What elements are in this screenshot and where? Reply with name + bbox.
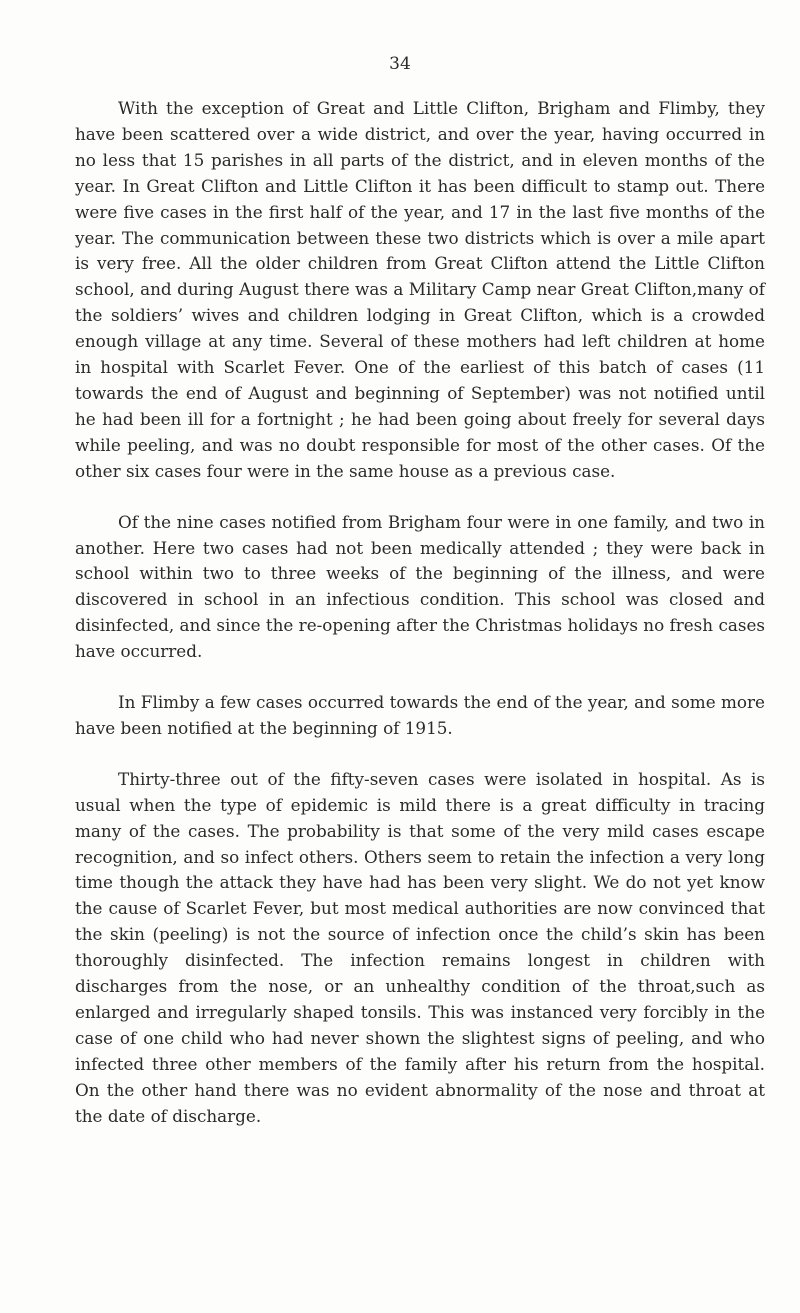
- page-number: 34: [389, 54, 411, 74]
- paragraph-brigham: Of the nine cases notified from Brigham four were in one family, and two in another. Here two cases had not been medically attended ; they were back in school within two to three weeks of the beginning of the illness, and were discovered in school in an infectious condition. This school was closed and disinfected, and since the re-opening after the Christmas holidays no fresh cases have occurred.: [75, 511, 765, 662]
- paragraph-flimby: In Flimby a few cases occurred towards the end of the year, and some more have been notified at the beginning of 1915.: [75, 692, 765, 738]
- paragraph-clifton: With the exception of Great and Little Clifton, Brigham and Flimby, they have been scattered over a wide district, and over the year, having occurred in no less that 15 parishes in all parts of the district, and in eleven months of the year. In Great Clifton and Little Clifton it has been difficult to stamp out. There were five cases in the first half of the year, and 17 in the last five months of the year. The communication between these two districts which is over a mile apart is very free. All the older children from Great Clifton attend the Little Clifton school, and during August there was a Military Camp near Great Clifton,many of the soldiers’ wives and children lodging in Great Clifton, which is a crowded enough village at any time. Several of these mothers had left children at home in hospital with Scarlet Fever. One of the earliest of this batch of cases (11 towards the end of August and beginning of September) was not notified until he had been ill for a fortnight ; he had been going about freely for several days while peeling, and was no doubt responsible for most of the other cases. Of the other six cases four were in the same house as a previous case.: [75, 98, 765, 481]
- paragraph-isolation: Thirty-three out of the fifty-seven cases were isolated in hospital. As is usual when the type of epidemic is mild there is a great difficulty in tracing many of the cases. The probability is that some of the very mild cases escape recognition, and so infect others. Others seem to retain the infection a very long time though the attack they have had has been very slight. We do not yet know the cause of Scarlet Fever, but most medical authorities are now convinced that the skin (peeling) is not the source of infection once the child’s skin has been thoroughly disinfected. The infection remains longest in children with discharges from the nose, or an unhealthy condition of the throat,such as enlarged and irregularly shaped tonsils. This was instanced very forcibly in the case of one child who had never shown the slightest signs of peeling, and who infected three other members of the family after his return from the hospital. On the other hand there was no evident abnormality of the nose and throat at the date of discharge.: [75, 768, 765, 1126]
- body-text: [75, 96, 765, 1130]
